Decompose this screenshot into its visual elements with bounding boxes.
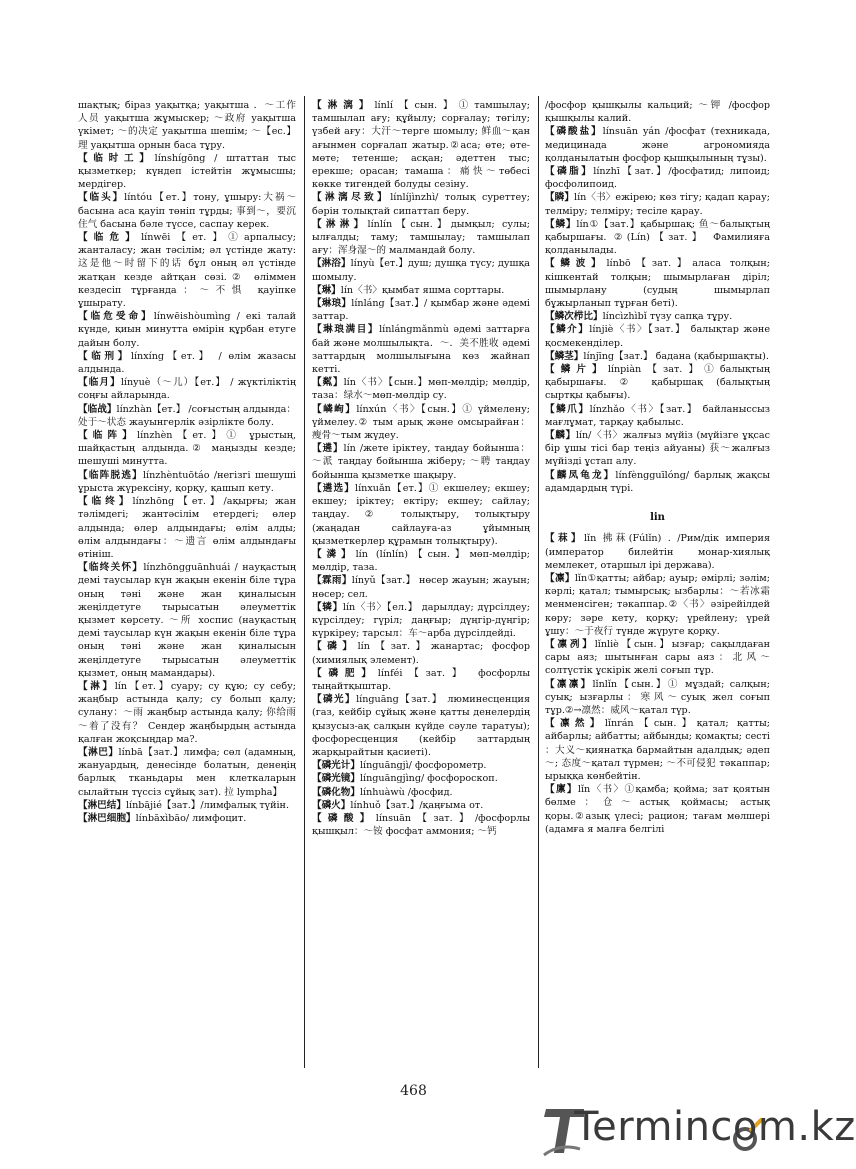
entry-definition: lín (línlín)【сын.】мөп-мөлдір; мөлдір, таза.	[312, 548, 530, 574]
entry-definition: línyǔ【зат.】 нөсер жауын; жауын; нөсер; сел.	[312, 575, 531, 600]
entry-definition: /фосфор қышқылы кальций; ～钾 /фосфор қышқылы калий.	[545, 100, 770, 125]
entry-headword: 【临头】	[78, 192, 125, 204]
dictionary-entry	[312, 442, 530, 482]
entry-headword: 【粼】	[312, 377, 344, 389]
entry-definition: lǐn①қатты; айбар; ауыр; әмірлі; зәлім; кәрлі; қатал; тымырсық; ызбарлы：～若冰霜 менменсіген; тәкаппар.②〈书〉әзірейілдей көру; зәре кету, қорқу; үрейлену; үрей ұшу：～于夜行 түнде жүруге қорқу.	[545, 572, 771, 637]
entry-definition: lín〈书〉【ел.】 дарылдау; дүрсілдеу; күрсілдеу; гүріл; даңғыр; дүңгір-дүңгір; күркіреу; тарсыл：车～арба дүрсілдейді.	[312, 601, 531, 640]
entry-definition: línhuàwù /фосфид.	[359, 786, 453, 798]
entry-definition: línbāxìbāo/ лимфоцит.	[135, 812, 247, 824]
dictionary-entry	[78, 746, 296, 799]
entry-headword: 【临战】	[78, 403, 117, 415]
entry-definition: línbā【зат.】лимфа; сөл (адамның, жануардың, денесінде болатын, денеңің барлық тканьдары мен клеткаларын сылайтын түссіз сұйық зат). 拉 lympha】	[78, 746, 297, 798]
entry-headword: 【辚】	[312, 601, 343, 613]
column-divider	[304, 96, 305, 1068]
entry-definition: lín①【зат.】қабыршақ; 鱼～балықтың қабыршағы. ②(Lín)【зат.】 Фамилияға қолданылады.	[545, 218, 770, 257]
dictionary-entry	[78, 799, 296, 812]
dictionary-entry	[78, 310, 296, 350]
entry-headword: 【淋漓】	[312, 100, 375, 111]
entry-definition: lín【зат.】жанартас; фосфор (химиялық элемент).	[312, 641, 530, 666]
entry-headword: 【磷酸盐】	[545, 126, 603, 138]
entry-definition: línyù【ет.】душ; душқа түсу; душқа шомылу.	[312, 258, 530, 283]
entry-definition: línxíng【ет.】 / өлім жазасы алдында.	[78, 350, 297, 376]
dictionary-entry	[78, 495, 296, 561]
entry-headword: 【琳琅】	[312, 298, 352, 310]
entry-definition: línsuān【зат.】/фосфорлы қышқыл：～铵 фосфат аммония; ～钙	[312, 812, 530, 838]
column-divider	[538, 96, 539, 1068]
entry-headword: 【淋巴】	[78, 746, 119, 758]
entry-definition: línwēi【ет.】①арпалысу; жанталасу; жан тәсілім; әл үстінде жату:这是他～时留下的话 бұл оның әл үстінде жатқан кезде айтқан сөзі.② өліммен кездесіп тұрғанда：～不惧 қауіпке ұшырату.	[78, 232, 296, 310]
entry-definition: línpiàn【зат.】①балықтың қабыршағы. ② қабыршақ (балықтың сыртқы қабығы).	[545, 364, 770, 402]
entry-headword: 【琳】	[312, 284, 341, 296]
entry-headword: 【麟凤龟龙】	[545, 469, 616, 481]
entry-definition: lín〈书〉【сын.】мөп-мөлдір; мөлдір, таза：绿水～мөп-мөлдір су.	[312, 377, 531, 402]
entry-definition: lǐn 拂菻(Fúlǐn) . /Рим/дік империя (император билейтін монар-хиялық мемлекет, отаршыл ірі держава).	[545, 533, 770, 571]
entry-definition: línzhèn【ет.】① ұрыстың, шайқастың алдында.② маңызды кезде; шешуші минутта.	[78, 430, 296, 468]
entry-headword: 【鳞介】	[545, 324, 590, 336]
dictionary-entry	[312, 218, 530, 258]
entry-headword: 【磷光计】	[312, 760, 360, 772]
dictionary-entry	[78, 376, 296, 402]
dictionary-entry	[312, 482, 530, 548]
entry-definition: línxún〈书〉【сын.】① үймелену; үймелеу.② тым арық және омсырайған：瘦骨～тым жүдеу.	[312, 403, 530, 442]
entry-definition: línsuān yán /фосфат (техникада, медицинада және агрономияда қолданылатын фосфор қышқылының тұзы).	[545, 126, 770, 164]
entry-definition: línjiè〈书〉【зат.】 балықтар және қосмекенділер.	[545, 324, 770, 349]
entry-headword: 【鳞波】	[545, 258, 607, 270]
dictionary-entry	[545, 257, 770, 310]
dictionary-entry	[312, 772, 530, 785]
dictionary-entry	[312, 812, 530, 838]
dictionary-entry	[545, 310, 770, 323]
entry-headword: 【临危】	[78, 232, 142, 244]
entry-headword: 【淋巴细胞】	[78, 812, 136, 824]
entry-definition: línlín【сын.】дымқыл; сулы; ылғалды; таму; тамшылау; тамшылап ағу：浑身湿～的 малмандай болу.	[312, 218, 530, 257]
dictionary-entry	[312, 759, 530, 772]
entry-headword: 【鳞片】	[545, 364, 608, 376]
entry-headword: 【磷酸】	[312, 812, 376, 824]
entry-headword: 【磷化物】	[312, 786, 360, 798]
dictionary-entry	[545, 469, 770, 495]
entry-headword: 【淋浴】	[312, 258, 351, 270]
dictionary-entry	[545, 638, 770, 678]
entry-headword: 【淋淋】	[312, 218, 368, 230]
dictionary-entry	[312, 376, 530, 402]
entry-definition: шақтық; біраз уақытқа; уақытша ．～工作人员 уақытша жұмыскер; ～政府 уақытша үкімет; ～的决定 уақытша шешім; ～【ес.】 理 уақытша орнын баса тұру.	[78, 100, 296, 151]
dictionary-entry	[312, 548, 530, 574]
entry-headword: 【瞵】	[545, 192, 575, 204]
dictionary-entry	[312, 284, 530, 297]
entry-definition: línguāng【зат.】 люминесценция (газ, кейбір сұйық және қатты денелердің қызусыз-ақ салқын күйде сәуле таратуы); фосфоресценция (кейбір заттардың жарқырайтын қасиеті).	[312, 694, 530, 758]
entry-definition: lín〈书〉қымбат яшма сорттары.	[340, 284, 505, 296]
entry-headword: 【凛凛】	[545, 678, 593, 690]
dictionary-entry	[78, 191, 296, 231]
entry-headword: 【凛】	[545, 572, 575, 584]
entry-headword: 【临阵】	[78, 430, 138, 442]
entry-definition: línfèngguīlóng/ барлық жақсы адамдардың түрі.	[545, 469, 771, 494]
dictionary-entry	[78, 812, 296, 825]
dictionary-entry	[545, 363, 770, 403]
dictionary-entry	[312, 403, 530, 443]
entry-definition: lín【ет.】суару; су құю; су себу; жаңбыр астында қалу; су болып қалу; сулану：～雨 жаңбыр астында қалу; 你给雨～着了没有？ Сендер жаңбырдың астында қалған жоқсыңдар ма?.	[78, 680, 296, 745]
dictionary-entry	[545, 783, 770, 836]
entry-headword: 【临阵脱逃】	[78, 469, 143, 481]
entry-headword: 【临刑】	[78, 350, 131, 362]
entry-headword: 【凛然】	[545, 718, 605, 730]
entry-headword: 【遴】	[312, 443, 344, 455]
dictionary-entry	[78, 561, 296, 680]
dictionary-entry	[312, 640, 530, 666]
dictionary-entry	[312, 786, 530, 799]
entry-headword: 【磷脂】	[545, 166, 594, 178]
dictionary-entry	[545, 532, 770, 572]
dictionary-column-right	[545, 99, 770, 836]
dictionary-entry	[78, 231, 296, 310]
dictionary-entry	[312, 601, 530, 641]
entry-headword: 【淋巴结】	[78, 799, 126, 811]
entry-definition: lǐnlǐn【сын.】① мұздай; салқын; суық; ызғарлы：寒风～суық жел соғып тұр.②→凛然：威风～қатал түр.	[545, 678, 770, 716]
entry-headword: 【磷】	[312, 641, 358, 653]
entry-headword: 【磷肥】	[312, 667, 378, 679]
dictionary-entry	[312, 574, 530, 600]
section-heading: lin	[650, 512, 665, 524]
dictionary-entry	[545, 191, 770, 217]
entry-definition: línwēishòumìng / екі талай күнде, қиын минутта өмірін құрбан етуге дайын болу.	[78, 311, 296, 349]
dictionary-entry	[545, 717, 770, 783]
entry-headword: 【琳琅满目】	[312, 324, 380, 336]
dictionary-entry	[78, 680, 296, 746]
entry-headword: 【遴选】	[312, 482, 356, 494]
entry-definition: línyuè（～儿）【ет.】 / жүктіліктің соңғы айларында.	[78, 377, 297, 402]
dictionary-entry	[78, 350, 296, 376]
dictionary-entry	[545, 403, 770, 429]
entry-definition: línxuǎn【ет.】① екшелеу; екшеу; екшеу; іріктеу; ектіру; екшеу; сайлау; таңдау. ② толықтыру, толықтыру (жаңадан сайлауға-аз ұйымның қызметкерлер құрамын толықтыру).	[312, 482, 530, 547]
entry-definition: lín/〈书〉жалғыз мүйіз (мүйізге ұқсас бір ұшы тісі бар теңіз айуаны) 获～жалғыз мүйізді ұстап алу.	[545, 430, 771, 468]
dictionary-column-left	[78, 99, 296, 825]
entry-headword: 【鳞茎】	[545, 350, 584, 362]
entry-headword: 【凛冽】	[545, 638, 595, 650]
entry-definition: línlíjìnzhì/ толық суреттеу; бәрін толықтай сипаттап беру.	[312, 192, 530, 217]
entry-definition: líncìzhìbǐ түзу сапқа тұру.	[602, 311, 733, 323]
entry-headword: 【鳞爪】	[545, 403, 590, 415]
entry-headword: 【麟】	[545, 430, 576, 442]
entry-definition: líntóu【ет.】тону, ұшыру:大祸～басына аса қауіп төніп тұрды; 事到～，要沉住气 басына бәле түссе, саспау керек.	[78, 192, 297, 230]
entry-definition: línzhèntuōtáo /негізгі шешуші ұрыста жүрексіну, қорқу, қашып кету.	[78, 469, 296, 494]
entry-headword: 【磷光】	[312, 694, 357, 706]
entry-definition: línshígōng / штаттан тыс қызметкер; күндеп істейтін жұмысшы; мердігер.	[78, 152, 296, 191]
dictionary-entry	[78, 99, 296, 152]
dictionary-column-middle	[312, 99, 530, 838]
entry-headword: 【鳞】	[545, 218, 577, 230]
dictionary-entry	[545, 678, 770, 718]
dictionary-entry	[545, 99, 770, 125]
dictionary-entry	[545, 165, 770, 191]
entry-headword: 【磷火】	[312, 799, 351, 811]
dictionary-entry	[78, 429, 296, 469]
entry-headword: 【嶙峋】	[312, 403, 357, 415]
dictionary-entry	[545, 350, 770, 363]
dictionary-entry	[545, 125, 770, 165]
entry-headword: 【霖雨】	[312, 575, 352, 587]
entry-headword: 【鳞次栉比】	[545, 311, 603, 323]
entry-definition: línzhōngguānhuái / науқастың демі таусылар күн жақын екенін біле тұра оның тәні және жан қиналысын жеңілдетуге тырысатын әлеуметтік қызмет көрсету. ～所 хоспис (науқастың демі таусылар күн жақын екенін біле тұра оның тәні және жан қиналысын жеңілдетуге тырысатын әлеуметтік қызмет, оның мамандары).	[78, 562, 296, 679]
entry-headword: 【淋】	[78, 680, 115, 692]
entry-definition: línbājié【зат.】/лимфалық түйін.	[125, 799, 290, 811]
dictionary-entry	[545, 323, 770, 349]
entry-definition: línjīng【зат.】 бадана (қабыршақты).	[583, 350, 769, 362]
entry-definition: lín /жете іріктеу, таңдау бойынша：～派 таңдау бойынша жіберу; ～聘 таңдау бойынша қызметке шақыру.	[312, 443, 530, 481]
entry-headword: 【临危受命】	[78, 311, 154, 323]
entry-definition: línzhǎo〈书〉【зат.】 байланыссыз мағлұмат, тарқау қабылыс.	[545, 403, 770, 428]
entry-definition: lǐnrán【сын.】қатал; қатты; айбарлы; айбатты; айбынды; қомақты; сесті ：大义～қиянатқа бармайтын адалдық; әдеп ～; 态度～қатал түрмен; ～不可侵犯 тәкаппар; ырыққа көнбейтін.	[545, 718, 770, 782]
entry-definition: línbō【зат.】аласа толқын; кішкентай толқын; шымырлаған діріл; шымырлану (судың шымырлап бұжырланып тұрған беті).	[545, 258, 770, 310]
entry-headword: 【菻】	[545, 533, 584, 545]
dictionary-entry	[545, 429, 770, 469]
dictionary-entry	[78, 469, 296, 495]
entry-definition: línguāngjìng/ фосфороскоп.	[359, 773, 498, 785]
dictionary-entry	[312, 323, 530, 376]
dictionary-entry	[312, 297, 530, 323]
entry-headword: 【临时工】	[78, 152, 155, 164]
entry-headword: 【临终】	[78, 496, 133, 508]
dictionary-entry	[312, 667, 530, 693]
dictionary-entry	[78, 403, 296, 429]
entry-definition: línhuǒ【зат.】/қаңғыма от.	[350, 799, 484, 811]
entry-headword: 【淋漓尽致】	[312, 192, 391, 204]
dictionary-entry	[312, 799, 530, 812]
entry-definition: línzhàn【ет.】 /соғыстың алдында：处于～状态 жауынгерлік әзірлікте болу.	[78, 403, 296, 428]
entry-definition: línlí【сын.】①тамшылау; тамшылап ағу; құйылу; сорғалау; төгілу; үзбей ағу：大汗～терге шомылу; 鲜血～қан ағынмен сорғалап жатыр.②аса; өте; өте-мөте; тетенше; асқан; әдеттен тыс; ерекше; орасан; тамаша：痛快～төбесі көкке тигендей болуды сезіну.	[312, 100, 531, 191]
dictionary-entry	[78, 152, 296, 192]
entry-headword: 【廪】	[545, 784, 578, 796]
entry-definition: lǐn〈书〉①қамба; қойма; зат қоятын бөлме：仓～астық қоймасы; астық қоры.②азық үлесі; рацион; тағам мөлшері (адамға я малға белгілі	[545, 784, 771, 835]
page-number: 468	[400, 1083, 427, 1099]
entry-definition: línguāngjì/ фосфорометр.	[359, 760, 487, 772]
entry-headword: 【潾】	[312, 548, 356, 560]
entry-definition: línzhōng【ет.】/ақырғы; жан тәлімдегі; жантәсілім етердегі; өлер алдында; өлер алдындағы; өлім алды; өлім алдындағы：～遗言 өлім алдындағы өтініш.	[78, 496, 297, 560]
entry-definition: lín〈书〉ежірею; көз тігу; қадап қарау; телміру; телміру; тесіле қарау.	[545, 192, 770, 217]
logo-text: Termincom.kz	[574, 1104, 856, 1150]
dictionary-entry	[545, 572, 770, 638]
entry-definition: línféi【зат.】 фосфорлы тыңайтқыштар.	[312, 667, 530, 692]
entry-definition: lǐnliè【сын.】ызғар; сақылдаған сары аяз; шытынған сары аяз：北风～солтүстік ұскірік желі соғып тұр.	[545, 638, 771, 677]
dictionary-entry	[312, 257, 530, 283]
entry-headword: 【临月】	[78, 377, 121, 389]
dictionary-entry	[312, 693, 530, 759]
entry-definition: línláng【зат.】/ қымбар және әдемі заттар.	[312, 298, 530, 323]
dictionary-entry	[545, 218, 770, 258]
dictionary-entry	[312, 99, 530, 191]
entry-headword: 【临终关怀】	[78, 562, 144, 574]
entry-headword: 【磷光镜】	[312, 773, 360, 785]
dictionary-entry	[312, 191, 530, 217]
entry-definition: línlángmǎnmù әдемі заттарға бай және молшылықта．～．美不胜收 әдемі заттардың молшылығына көз жайнап кетті.	[312, 324, 531, 376]
entry-definition: línzhī【зат.】/фосфатид; липоид; фосфолипоид.	[545, 166, 771, 191]
